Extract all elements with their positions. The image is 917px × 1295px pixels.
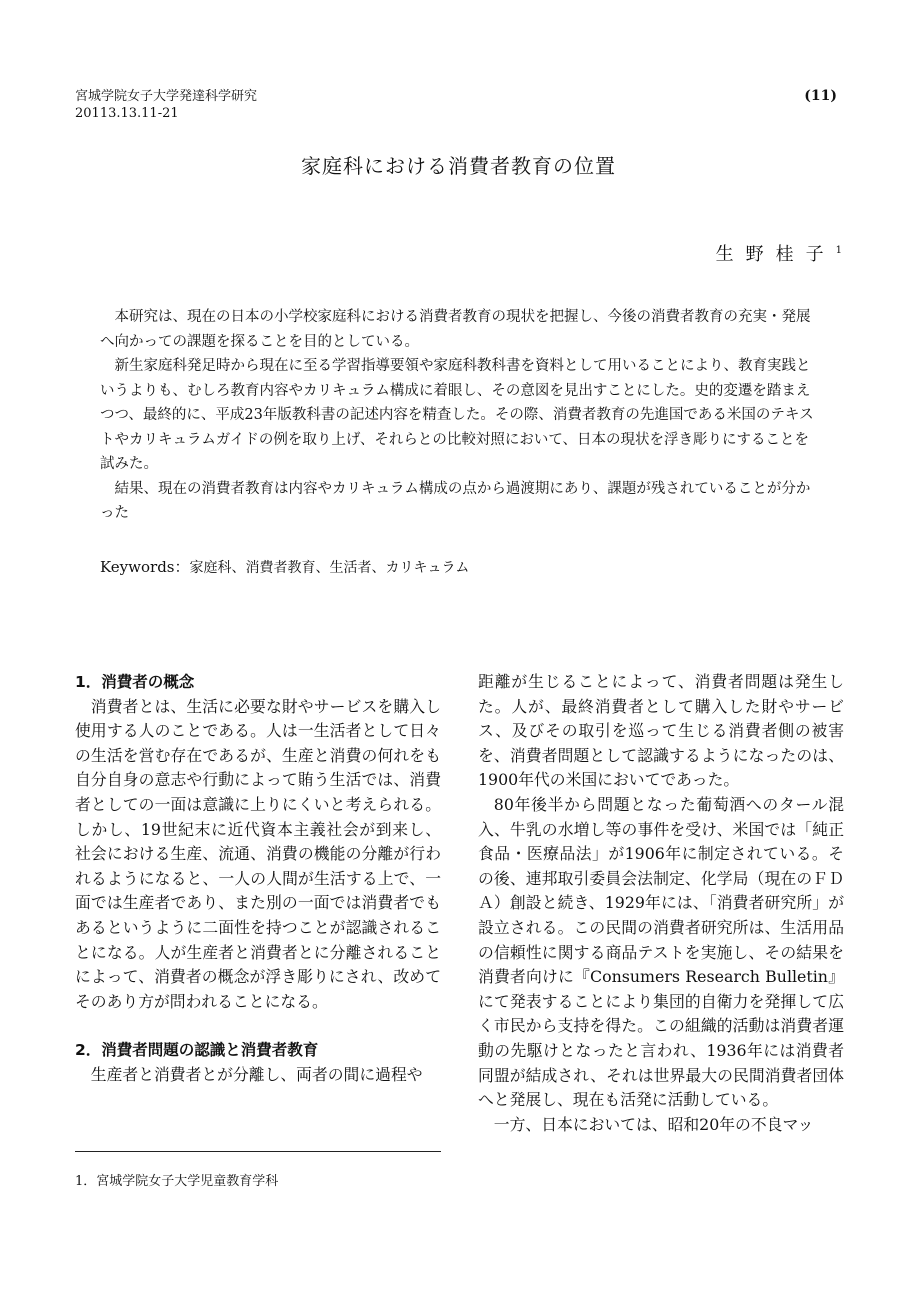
column-right — [478, 670, 844, 1137]
author-name: 生野桂子 — [715, 244, 836, 265]
footnote: 1．宮城学院女子大学児童教育学科 — [75, 1174, 279, 1189]
section-2-paragraph-2: 80年後半から問題となった葡萄酒へのタール混入、牛乳の水増し等の事件を受け、米国では「純正食品・医療品法」が1906年に制定されている。その後、連邦取引委員会法制定、化学局（現在のＦＤＡ）創設と続き、1929年には、「消費者研究所」が設立される。この民間の消費者研究所は、生活用品の信頼性に関する商品テストを実施し、その結果を消費者向けに『Consumers Research Bulletin』にて発表することにより集団的自衛力を発揮して広く市民から支持を得た。この組織的活動は消費者運動の先駆けとなったと言われ、1936年には消費者同盟が結成され、それは世界最大の民間消費者団体へと発展し、現在も活発に活動している。 — [478, 794, 844, 1110]
section-heading-1: 1．消費者の概念 — [75, 673, 195, 691]
page-number: (11) — [804, 88, 837, 104]
keywords-terms: 家庭科、消費者教育、生活者、カリキュラム — [189, 560, 470, 576]
section-heading-2: 2．消費者問題の認識と消費者教育 — [75, 1041, 319, 1060]
author — [716, 240, 842, 266]
paper-title: 家庭科における消費者教育の位置 — [301, 154, 616, 178]
abstract-paragraph: 新生家庭科発足時から現在に至る学習指導要領や家庭科教科書を資料として用いることにより、教育実践というよりも、むしろ教育内容やカリキュラム構成に着眼し、その意図を見出すことにした。史的変遷を踏まえつつ、最終的に、平成23年版教科書の記述内容を精査した。その際、消費者教育の先進国である米国のテキストやカリキュラムガイドの例を取り上げ、それらとの比較対照において、日本の現状を浮き彫りにすることを試みた。 — [100, 358, 814, 472]
column-left — [75, 670, 441, 1088]
section-2-paragraph-start: 生産者と消費者とが分離し、両者の間に過程や — [90, 1064, 423, 1084]
journal-issue: 20113.13.11-21 — [75, 106, 179, 121]
section-1-paragraph: 消費者とは、生活に必要な財やサービスを購入し使用する人のことである。人は一生活者として日々の生活を営む存在であるが、生産と消費の何れをも自分自身の意志や行動によって賄う生活では、消費者としての一面は意識に上りにくいと考えられる。しかし、19世紀末に近代資本主義社会が到来し、社会における生産、流通、消費の機能の分離が行われるようになると、一人の人間が生活する上で、一面では生産者であり、また別の一面では消費者でもあるというように二面性を持つことが認識されることになる。人が生産者と消費者とに分離されることによって、消費者の概念が浮き彫りにされ、改めてそのあり方が問われることになる。 — [75, 696, 441, 1011]
section-2-paragraph-continued: 距離が生じることによって、消費者問題は発生した。人が、最終消費者として購入した財やサービス、及びその取引を巡って生じる消費者側の被害を、消費者問題として認識するようになったのは、1900年代の米国においてであった。 — [478, 672, 844, 790]
abstract-paragraph: 本研究は、現在の日本の小学校家庭科における消費者教育の現状を把握し、今後の消費者教育の充実・発展へ向かっての課題を探ることを目的としている。 — [100, 309, 811, 350]
abstract-paragraph: 結果、現在の消費者教育は内容やカリキュラム構成の点から過渡期にあり、課題が残されていることが分かった — [100, 480, 811, 521]
footnote-divider — [75, 1151, 441, 1152]
keywords — [100, 556, 469, 577]
journal-name: 宮城学院女子大学発達科学研究 — [75, 89, 258, 104]
abstract — [100, 305, 818, 526]
keywords-label: Keywords： — [100, 558, 190, 576]
journal-header — [75, 88, 257, 122]
section-2-paragraph-3: 一方、日本においては、昭和20年の不良マッ — [493, 1114, 814, 1134]
author-affiliation-mark: 1 — [835, 245, 842, 256]
